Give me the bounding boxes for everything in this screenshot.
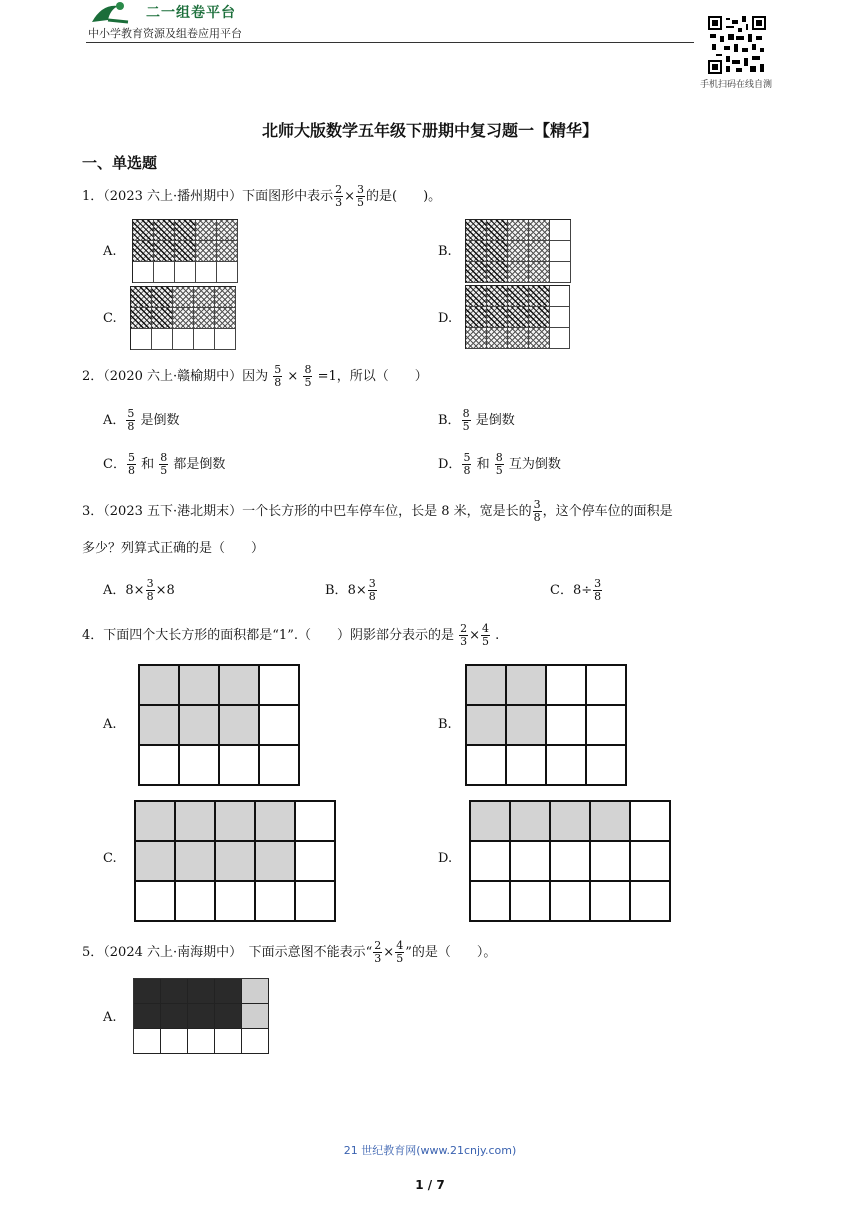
q3-option-b[interactable]: B．8× $\frac{3}{8}$ [325,577,376,603]
qr-code [708,16,766,74]
q1-option-c-label[interactable]: C. [103,311,117,326]
question-3-stem-line2: 多少？列算式正确的是（ ） [82,541,265,556]
question-4-stem: 4．下面四个大长方形的面积都是“1”.（ ）阴影部分表示的是 $\frac{2}{3}$ × $\frac{4}{5}$ . [82,622,500,648]
q4-option-b-label[interactable]: B. [438,717,452,732]
q3-option-a[interactable]: A．8× $\frac{3}{8}$ ×8 [103,577,175,603]
q1-option-a-label[interactable]: A. [103,244,117,259]
q4-option-c-label[interactable]: C. [103,851,117,866]
q1-option-d-figure[interactable] [465,285,570,349]
qr-caption: 手机扫码在线自测 [700,80,773,90]
logo-text: 二一组卷平台 [146,5,236,21]
q4-option-c-figure[interactable] [134,800,336,922]
q1-option-b-figure[interactable] [465,219,571,283]
tagline: 中小学教育资源及组卷应用平台 [88,27,242,40]
q1-option-b-label[interactable]: B. [438,244,452,259]
q4-option-a-label[interactable]: A. [103,717,117,732]
q5-option-a-figure[interactable] [133,978,269,1054]
q1-option-d-label[interactable]: D. [438,311,453,326]
q2-option-a[interactable]: A． $\frac{5}{8}$ 是倒数 [103,407,180,433]
question-1-stem: 1．（2023 六上·播州期中）下面图形中表示 $\frac{2}{3}$ × $\frac{3}{5}$ 的是( )。 [82,183,442,209]
q2-option-d[interactable]: D． $\frac{5}{8}$ 和 $\frac{8}{5}$ 互为倒数 [438,451,561,477]
fraction: $\frac{2}{3}$ [335,183,343,209]
header-divider [86,42,694,43]
page-number: 1 / 7 [415,1178,445,1192]
logo [88,0,144,24]
q5-option-a-label[interactable]: A. [103,1010,117,1025]
q2-option-c[interactable]: C． $\frac{5}{8}$ 和 $\frac{8}{5}$ 都是倒数 [103,451,226,477]
q1-option-c-figure[interactable] [130,286,236,350]
q4-option-b-figure[interactable] [465,664,627,786]
q4-option-d-label[interactable]: D. [438,851,453,866]
question-2-stem: 2．（2020 六上·赣榆期中）因为 $\frac{5}{8}$ × $\frac{8}{5}$ =1，所以（ ） [82,363,428,389]
document-title: 北师大版数学五年级下册期中复习题一【精华】 [261,121,598,140]
q1-option-a-figure[interactable] [132,219,238,283]
footer-link[interactable]: 21 世纪教育网(www.21cnjy.com) [343,1144,517,1157]
section-heading: 一、单选题 [82,154,158,172]
fraction: $\frac{5}{8}$ [274,363,282,389]
question-3-stem-line1: 3．（2023 五下·港北期末）一个长方形的中巴车停车位，长是 8 米，宽是长的 $\frac{3}{8}$ ，这个停车位的面积是 [82,498,673,524]
question-5-stem: 5．（2024 六上·南海期中） 下面示意图不能表示“ $\frac{2}{3}$ × $\frac{4}{5}$ ”的是（ ）。 [82,939,497,965]
q2-option-b[interactable]: B． $\frac{8}{5}$ 是倒数 [438,407,515,433]
q4-option-a-figure[interactable] [138,664,300,786]
q4-option-d-figure[interactable] [469,800,671,922]
q3-option-c[interactable]: C．8÷ $\frac{3}{8}$ [550,577,602,603]
fraction: $\frac{8}{5}$ [304,363,312,389]
fraction: $\frac{3}{5}$ [357,183,365,209]
